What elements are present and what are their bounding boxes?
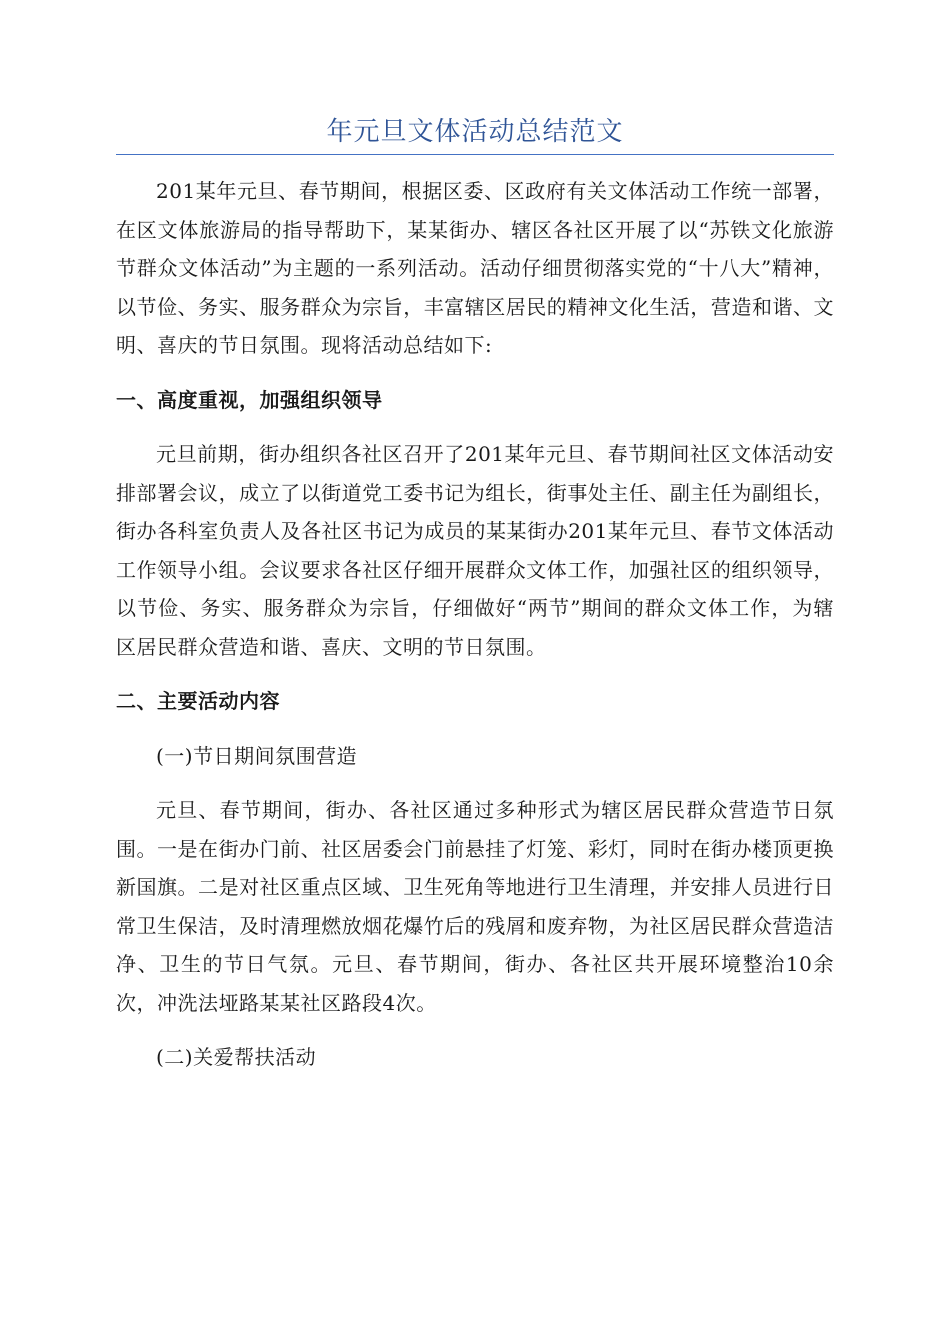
intro-paragraph: 201某年元旦、春节期间，根据区委、区政府有关文体活动工作统一部署，在区文体旅游局的指导帮助下，某某街办、辖区各社区开展了以“苏铁文化旅游节群众文体活动”为主题的一系列活动。活动仔细贯彻落实党的“十八大”精神，以节俭、务实、服务群众为宗旨，丰富辖区居民的精神文化生活，营造和谐、文明、喜庆的节日氛围。现将活动总结如下: — [116, 179, 834, 357]
document-title: 年元旦文体活动总结范文 — [326, 117, 624, 147]
title-underline — [116, 154, 834, 155]
document-body — [116, 172, 834, 1093]
section-1-paragraph: 元旦前期，街办组织各社区召开了201某年元旦、春节期间社区文体活动安排部署会议，成立了以街道党工委书记为组长，街事处主任、副主任为副组长，街办各科室负责人及各社区书记为成员的某某街办201某年元旦、春节文体活动工作领导小组。会议要求各社区仔细开展群众文体工作，加强社区的组织领导，以节俭、务实、服务群众为宗旨，仔细做好“两节”期间的群众文体工作，为辖区居民群众营造和谐、喜庆、文明的节日氛围。 — [116, 442, 834, 659]
subsection-1-heading: (一)节日期间氛围营造 — [156, 743, 358, 768]
subsection-2-heading: (二)关爱帮扶活动 — [156, 1045, 317, 1069]
section-2-heading: 二、主要活动内容 — [116, 689, 280, 713]
section-1-heading: 一、高度重视，加强组织领导 — [116, 387, 383, 412]
subsection-1-paragraph: 元旦、春节期间，街办、各社区通过多种形式为辖区居民群众营造节日氛围。一是在街办门前、社区居委会门前悬挂了灯笼、彩灯，同时在街办楼顶更换新国旗。二是对社区重点区域、卫生死角等地进行卫生清理，并安排人员进行日常卫生保洁，及时清理燃放烟花爆竹后的残屑和废弃物，为社区居民群众营造洁净、卫生的节日气氛。元旦、春节期间，街办、各社区共开展环境整治10余次，冲洗法垭路某某社区路段4次。 — [116, 798, 834, 1015]
